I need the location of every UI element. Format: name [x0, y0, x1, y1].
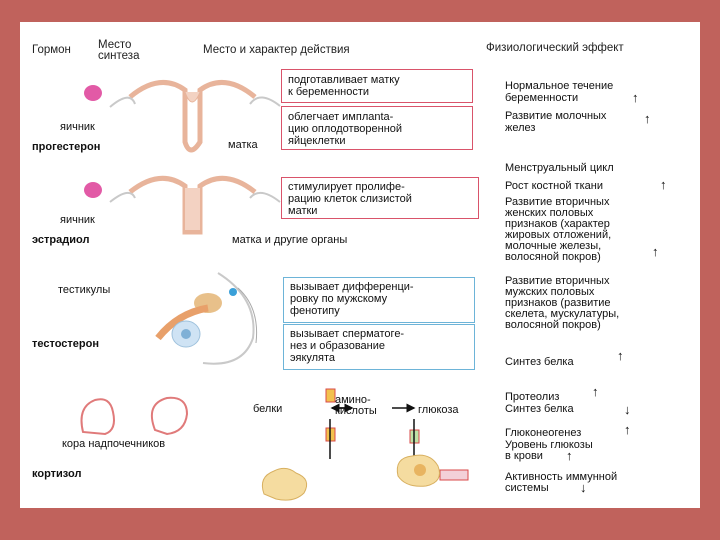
uterus-illustration-1	[90, 62, 290, 162]
testosterone-effect-2: Синтез белка	[505, 356, 574, 368]
testosterone-organ: тестикулы	[58, 284, 111, 296]
glucose-label: глюкоза	[418, 404, 459, 416]
header-action: Место и характер действия	[203, 44, 350, 56]
arrow-up-icon: ↑	[660, 177, 667, 192]
cortisol-effect-2: Синтез белка	[505, 403, 574, 415]
adrenal-gland-illustration	[75, 392, 215, 437]
arrow-down-icon: ↓	[624, 402, 631, 417]
estradiol-effect-2: Рост костной ткани	[505, 180, 603, 192]
progesterone-target: матка	[228, 139, 258, 151]
male-anatomy-illustration	[148, 268, 278, 378]
testosterone-effect-1: Развитие вторичных мужских половых признаков (развитие скелета, мускулатуры, волосяной покров)	[505, 275, 620, 331]
estradiol-effect-3: Развитие вторичных женских половых признаков (характер жировых отложений, молочные железы, волосяной покров)	[505, 196, 612, 263]
muscle-cell-illustration	[256, 459, 316, 504]
uterus-illustration-2	[90, 160, 290, 240]
progesterone-effect-1: Нормальное течение беременности	[505, 80, 614, 104]
arrow-up-icon: ↑	[624, 422, 631, 437]
progesterone-effect-2: Развитие молочных желез	[505, 110, 607, 134]
estradiol-effect-1: Менструальный цикл	[505, 162, 614, 174]
estradiol-target: матка и другие органы	[232, 234, 348, 246]
estradiol-action: стимулирует пролифе- рацию клеток слизистой матки	[288, 181, 412, 217]
header-effect: Физиологический эффект	[486, 42, 624, 54]
arrow-up-icon: ↑	[652, 244, 659, 259]
testosterone-action-1: вызывает дифференци- ровку по мужскому фенотипу	[290, 281, 414, 317]
header-synthesis-site: Место синтеза	[98, 39, 140, 62]
arrow-up-icon: ↑	[632, 90, 639, 105]
progesterone-action-2: облегчает имплanta- цию оплодотворенной яйцеклетки	[288, 111, 403, 147]
ovary-icon	[82, 82, 104, 104]
testosterone-label: тестостерон	[32, 338, 99, 350]
estradiol-organ: яичник	[60, 214, 95, 226]
arrow-up-icon: ↑	[644, 111, 651, 126]
header-hormone: Гормон	[32, 44, 71, 56]
progesterone-action-1: подготавливает матку к беременности	[288, 74, 400, 98]
progesterone-label: прогестерон	[32, 141, 101, 153]
liver-cell-illustration	[390, 446, 450, 491]
cortisol-label: кортизол	[32, 468, 82, 480]
arrow-down-icon: ↓	[580, 480, 587, 495]
cortisol-effect-5: Активность иммунной системы	[505, 471, 618, 494]
proteins-label: белки	[253, 403, 283, 415]
arrow-up-icon: ↑	[592, 384, 599, 399]
cortisol-effect-4: Уровень глюкозы в крови	[505, 439, 593, 462]
cortisol-effect-1: Протеолиз	[505, 391, 560, 403]
cortisol-effect-3: Глюконеогенез	[505, 427, 582, 439]
progesterone-organ: яичник	[60, 121, 95, 133]
amino-acids-label: амино- кислоты	[335, 394, 377, 417]
testosterone-action-2: вызывает сперматоге- нез и образование эякулята	[290, 328, 405, 364]
arrow-up-icon: ↑	[566, 448, 573, 463]
cortisol-organ: кора надпочечников	[62, 438, 166, 450]
arrow-up-icon: ↑	[617, 348, 624, 363]
slide	[20, 22, 700, 508]
estradiol-label: эстрадиол	[32, 234, 90, 246]
ovary-icon	[82, 179, 104, 201]
